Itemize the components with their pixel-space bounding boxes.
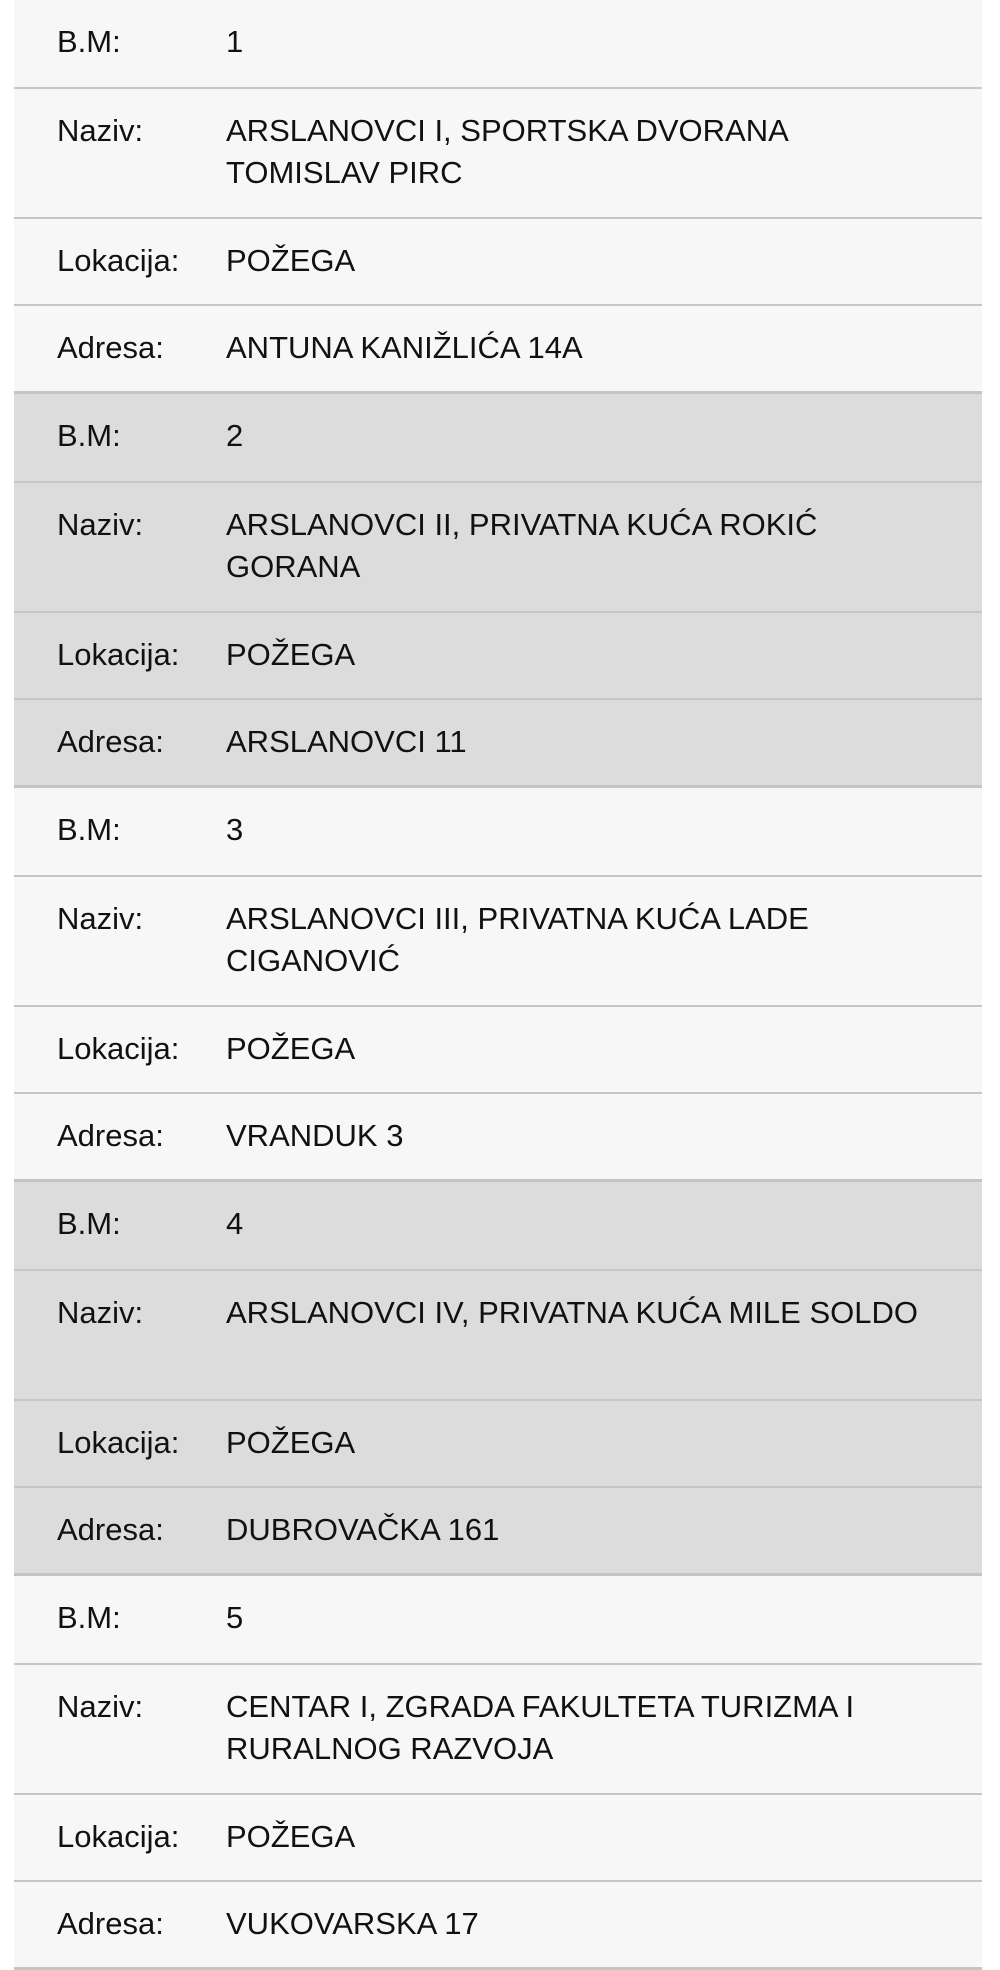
station-record-2: [14, 394, 982, 788]
adresa-label: Adresa:: [57, 330, 164, 365]
adresa-row: [14, 1486, 982, 1573]
adresa-value: DUBROVAČKA 161: [226, 1512, 500, 1547]
lokacija-label: Lokacija:: [57, 637, 180, 672]
adresa-label: Adresa:: [57, 1512, 164, 1547]
naziv-label: Naziv:: [57, 901, 144, 936]
adresa-row: [14, 1092, 982, 1179]
lokacija-label: Lokacija:: [57, 1819, 180, 1854]
adresa-label: Adresa:: [57, 1118, 164, 1153]
station-record-3: [14, 788, 982, 1182]
lokacija-row: [14, 1005, 982, 1092]
adresa-row: [14, 698, 982, 785]
bm-value: 3: [226, 812, 244, 847]
lokacija-value: POŽEGA: [226, 243, 356, 278]
adresa-value: VRANDUK 3: [226, 1118, 404, 1153]
lokacija-value: POŽEGA: [226, 1031, 356, 1066]
naziv-row: [14, 1269, 982, 1399]
polling-station-list: [14, 0, 982, 1970]
naziv-row: [14, 87, 982, 217]
lokacija-value: POŽEGA: [226, 637, 356, 672]
naziv-row: [14, 481, 982, 611]
naziv-value: ARSLANOVCI IV, PRIVATNA KUĆA MILE SOLDO: [226, 1295, 918, 1330]
naziv-label: Naziv:: [57, 507, 144, 542]
bm-row: [14, 1182, 982, 1269]
adresa-label: Adresa:: [57, 724, 164, 759]
bm-row: [14, 394, 982, 481]
bm-value: 4: [226, 1206, 244, 1241]
station-record-4: [14, 1182, 982, 1576]
naziv-label: Naziv:: [57, 113, 144, 148]
naziv-value: ARSLANOVCI III, PRIVATNA KUĆA LADE CIGANOVIĆ: [226, 901, 809, 978]
lokacija-row: [14, 1399, 982, 1486]
naziv-value: ARSLANOVCI I, SPORTSKA DVORANA TOMISLAV PIRC: [226, 113, 788, 190]
station-record-1: [14, 0, 982, 394]
bm-value: 1: [226, 24, 244, 59]
naziv-row: [14, 875, 982, 1005]
lokacija-row: [14, 1793, 982, 1880]
lokacija-value: POŽEGA: [226, 1425, 356, 1460]
adresa-label: Adresa:: [57, 1906, 164, 1941]
naziv-value: CENTAR I, ZGRADA FAKULTETA TURIZMA I RURALNOG RAZVOJA: [226, 1689, 855, 1766]
bm-label: B.M:: [57, 1600, 121, 1635]
adresa-row: [14, 304, 982, 391]
lokacija-value: POŽEGA: [226, 1819, 356, 1854]
bm-value: 2: [226, 418, 244, 453]
naziv-value: ARSLANOVCI II, PRIVATNA KUĆA ROKIĆ GORANA: [226, 507, 818, 584]
bm-row: [14, 788, 982, 875]
bm-value: 5: [226, 1600, 244, 1635]
station-record-5: [14, 1576, 982, 1970]
adresa-value: VUKOVARSKA 17: [226, 1906, 479, 1941]
naziv-label: Naziv:: [57, 1295, 144, 1330]
bm-row: [14, 1576, 982, 1663]
bm-label: B.M:: [57, 1206, 121, 1241]
lokacija-row: [14, 217, 982, 304]
adresa-value: ANTUNA KANIŽLIĆA 14A: [226, 330, 583, 365]
bm-label: B.M:: [57, 418, 121, 453]
bm-row: [14, 0, 982, 87]
naziv-label: Naziv:: [57, 1689, 144, 1724]
adresa-row: [14, 1880, 982, 1967]
lokacija-label: Lokacija:: [57, 1031, 180, 1066]
lokacija-label: Lokacija:: [57, 243, 180, 278]
bm-label: B.M:: [57, 812, 121, 847]
bm-label: B.M:: [57, 24, 121, 59]
lokacija-row: [14, 611, 982, 698]
adresa-value: ARSLANOVCI 11: [226, 724, 467, 759]
naziv-row: [14, 1663, 982, 1793]
lokacija-label: Lokacija:: [57, 1425, 180, 1460]
